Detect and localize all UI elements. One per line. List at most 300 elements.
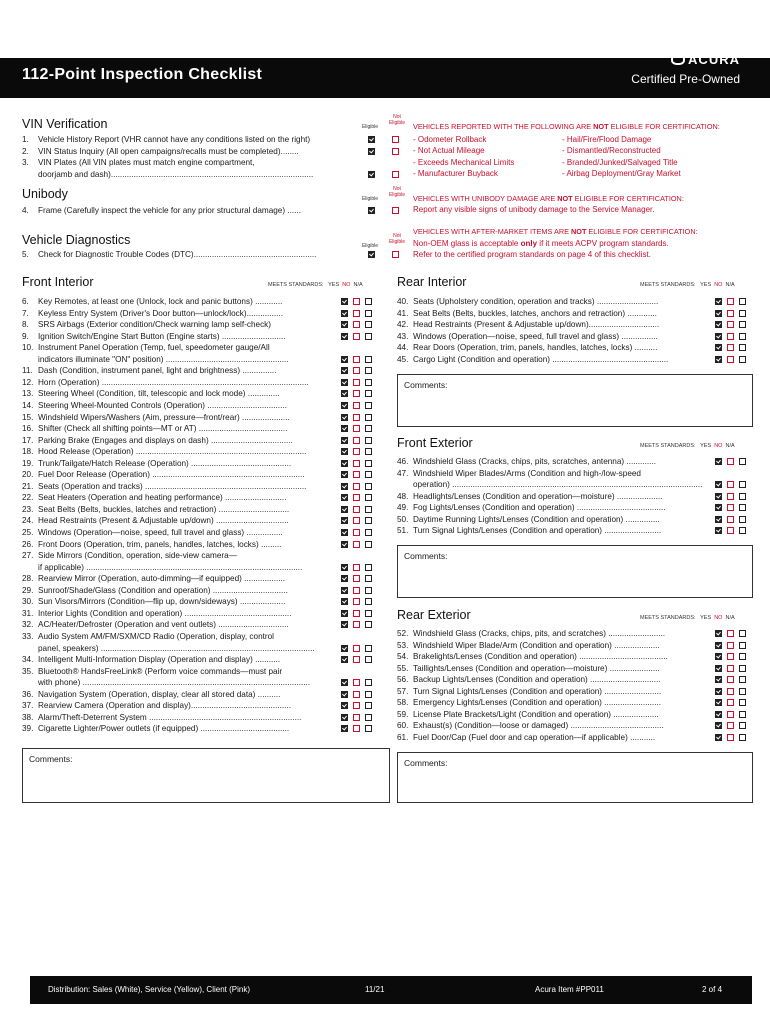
- checklist-item: [22, 354, 338, 366]
- yes-checkbox[interactable]: [341, 425, 348, 432]
- no-checkbox[interactable]: [353, 471, 360, 478]
- na-checkbox[interactable]: [365, 414, 372, 421]
- no-checkbox[interactable]: [727, 676, 734, 683]
- no-checkbox[interactable]: [353, 402, 360, 409]
- item-text: Key Remotes, at least one (Unlock, lock and panic buttons) ............: [38, 297, 283, 306]
- eligible-checkbox[interactable]: [368, 171, 375, 178]
- yes-checkbox[interactable]: [715, 356, 722, 363]
- checklist-item: [22, 249, 362, 261]
- checklist-item: [397, 456, 708, 468]
- checklist-item: [397, 514, 708, 526]
- na-checkbox[interactable]: [365, 610, 372, 617]
- no-checkbox[interactable]: [727, 356, 734, 363]
- no-checkbox[interactable]: [353, 575, 360, 582]
- checklist-item: [22, 319, 338, 331]
- checklist-item: [397, 502, 708, 514]
- no-checkbox[interactable]: [727, 722, 734, 729]
- na-checkbox[interactable]: [739, 333, 746, 340]
- na-checkbox[interactable]: [739, 688, 746, 695]
- rear-exterior-comments-box[interactable]: [397, 752, 753, 803]
- na-checkbox[interactable]: [365, 494, 372, 501]
- item-text: Emergency Lights/Lenses (Condition and operation) .........................: [413, 698, 662, 708]
- checklist-item: [22, 631, 338, 643]
- yes-checkbox[interactable]: [341, 437, 348, 444]
- na-checkbox[interactable]: [739, 665, 746, 672]
- item-number: 41.: [397, 308, 409, 318]
- no-checkbox[interactable]: [353, 367, 360, 374]
- diag-note-line1: Non-OEM glass is acceptable only if it meets ACPV program standards.: [413, 239, 669, 248]
- yes-checkbox[interactable]: [341, 310, 348, 317]
- yes-checkbox[interactable]: [341, 448, 348, 455]
- item-text: Rearview Mirror (Operation, auto-dimming—if equipped) ..................: [38, 574, 286, 584]
- item-text: Sunroof/Shade/Glass (Condition and operation) .................................: [38, 585, 288, 595]
- na-checkbox[interactable]: [365, 587, 372, 594]
- no-checkbox[interactable]: [353, 725, 360, 732]
- section-title-rear-interior: Rear Interior: [397, 275, 467, 289]
- yes-checkbox[interactable]: [715, 676, 722, 683]
- item-text: License Plate Brackets/Light (Condition and operation) ....................: [413, 709, 659, 719]
- item-text: Fuel Door/Cap (Fuel door and cap operation—if applicable) ...........: [413, 732, 656, 742]
- no-checkbox[interactable]: [353, 310, 360, 317]
- col-not-eligible: Not Eligible: [388, 114, 406, 126]
- item-text: Windshield Wiper Blade/Arm (Condition and operation) ....................: [413, 640, 660, 650]
- item-number: 59.: [397, 709, 409, 719]
- yes-checkbox[interactable]: [341, 645, 348, 652]
- checklist-item: [397, 342, 708, 354]
- no-checkbox[interactable]: [353, 610, 360, 617]
- yes-checkbox[interactable]: [341, 702, 348, 709]
- rear-interior-comments-box[interactable]: [397, 374, 753, 427]
- item-text: Windshield Glass (Cracks, chips, pits, and scratches) .........................: [413, 629, 666, 638]
- yes-checkbox[interactable]: [341, 390, 348, 397]
- item-text: Interior Lights (Condition and operation) ...............................................: [38, 608, 292, 618]
- item-text: Head Restraints (Present & Adjustable up/down) ................................: [38, 516, 289, 526]
- na-checkbox[interactable]: [365, 367, 372, 374]
- na-checkbox[interactable]: [365, 321, 372, 328]
- na-checkbox[interactable]: [739, 344, 746, 351]
- item-number: 45.: [397, 354, 409, 364]
- no-checkbox[interactable]: [353, 714, 360, 721]
- diag-note-line2: Refer to the certified program standards on page 4 of this checklist.: [413, 250, 651, 259]
- item-number: 52.: [397, 629, 409, 638]
- yes-checkbox[interactable]: [341, 679, 348, 686]
- checklist-item: [22, 365, 338, 377]
- checklist-item: [22, 712, 338, 724]
- page-footer: [30, 976, 752, 1004]
- yes-checkbox[interactable]: [341, 298, 348, 305]
- na-checkbox[interactable]: [739, 321, 746, 328]
- item-number: 54.: [397, 652, 409, 662]
- no-checkbox[interactable]: [353, 691, 360, 698]
- item-text: Alarm/Theft-Deterrent System ...................................................................: [38, 712, 302, 722]
- checklist-item: [397, 663, 708, 675]
- item-number: 12.: [22, 377, 34, 387]
- yes-checkbox[interactable]: [341, 402, 348, 409]
- brand-subtitle: Certified Pre-Owned: [631, 72, 740, 86]
- yes-checkbox[interactable]: [341, 471, 348, 478]
- section-title-front-interior: Front Interior: [22, 275, 94, 289]
- no-checkbox[interactable]: [727, 527, 734, 534]
- checklist-item: [22, 700, 338, 712]
- na-checkbox[interactable]: [365, 448, 372, 455]
- item-text: Instrument Panel Operation (Temp, fuel, speedometer gauge/All: [38, 343, 270, 353]
- yes-checkbox[interactable]: [341, 598, 348, 605]
- item-text: Frame (Carefully inspect the vehicle for any prior structural damage) ......: [38, 206, 302, 215]
- no-checkbox[interactable]: [727, 298, 734, 305]
- checklist-item: [22, 619, 338, 631]
- na-checkbox[interactable]: [739, 711, 746, 718]
- na-checkbox[interactable]: [365, 564, 372, 571]
- yes-checkbox[interactable]: [715, 688, 722, 695]
- na-checkbox[interactable]: [739, 356, 746, 363]
- item-text: Taillights/Lenses (Condition and operation—moisture) ......................: [413, 663, 660, 673]
- front-exterior-comments-box[interactable]: [397, 545, 753, 598]
- na-checkbox[interactable]: [365, 379, 372, 386]
- section-title-front-exterior: Front Exterior: [397, 436, 473, 450]
- yes-checkbox[interactable]: [341, 460, 348, 467]
- yes-checkbox[interactable]: [341, 517, 348, 524]
- no-checkbox[interactable]: [353, 645, 360, 652]
- no-checkbox[interactable]: [353, 333, 360, 340]
- no-checkbox[interactable]: [727, 458, 734, 465]
- na-checkbox[interactable]: [365, 460, 372, 467]
- item-number: 39.: [22, 724, 34, 734]
- item-text: Steering Wheel (Condition, tilt, telescopic and lock mode) ..............: [38, 389, 280, 399]
- item-text: Rearview Camera (Operation and display)............................................: [38, 701, 291, 711]
- item-number: 50.: [397, 514, 409, 524]
- na-checkbox[interactable]: [365, 437, 372, 444]
- yes-checkbox[interactable]: [341, 483, 348, 490]
- na-checkbox[interactable]: [365, 471, 372, 478]
- checklist-item: [22, 388, 338, 400]
- col-eligible-unibody: Eligible: [361, 195, 379, 202]
- no-checkbox[interactable]: [727, 688, 734, 695]
- yes-checkbox[interactable]: [715, 458, 722, 465]
- no-checkbox[interactable]: [727, 665, 734, 672]
- item-number: 4.: [22, 206, 29, 215]
- na-checkbox[interactable]: [739, 722, 746, 729]
- checklist-item: [22, 689, 338, 701]
- yes-checkbox[interactable]: [341, 379, 348, 386]
- yes-checkbox[interactable]: [341, 564, 348, 571]
- na-checkbox[interactable]: [365, 333, 372, 340]
- yes-checkbox[interactable]: [341, 414, 348, 421]
- na-checkbox[interactable]: [739, 734, 746, 741]
- eligible-checkbox[interactable]: [368, 251, 375, 258]
- no-checkbox[interactable]: [353, 506, 360, 513]
- yes-checkbox[interactable]: [341, 321, 348, 328]
- checklist-item: [22, 146, 362, 158]
- na-checkbox[interactable]: [365, 679, 372, 686]
- item-number: 60.: [397, 721, 409, 731]
- page-title: 112-Point Inspection Checklist: [22, 66, 263, 83]
- item-number: 34.: [22, 655, 34, 665]
- yes-checkbox[interactable]: [715, 481, 722, 488]
- no-checkbox[interactable]: [353, 621, 360, 628]
- item-text: Rear Doors (Operation, trim, panels, handles, latches, locks) ..........: [413, 343, 658, 353]
- yes-checkbox[interactable]: [341, 691, 348, 698]
- no-checkbox[interactable]: [353, 298, 360, 305]
- item-text: Hood Release (Operation) ...........................................................................: [38, 447, 307, 457]
- yes-checkbox[interactable]: [715, 504, 722, 511]
- item-text: Trunk/Tailgate/Hatch Release (Operation) ............................................: [38, 458, 292, 468]
- na-checkbox[interactable]: [365, 541, 372, 548]
- item-number: 40.: [397, 297, 409, 306]
- meets-standards-front-interior: MEETS STANDARDS: YES NO N/A: [268, 282, 363, 288]
- not-eligible-checkbox[interactable]: [392, 148, 399, 155]
- item-text: Fuel Door Release (Operation) ...................................................................: [38, 470, 305, 480]
- yes-checkbox[interactable]: [715, 493, 722, 500]
- checklist-item: [397, 296, 708, 308]
- yes-checkbox[interactable]: [715, 642, 722, 649]
- item-text: Front Doors (Operation, trim, panels, handles, latches, locks) .........: [38, 539, 282, 549]
- item-text: Seat Heaters (Operation and heating performance) ...........................: [38, 493, 287, 503]
- yes-checkbox[interactable]: [715, 527, 722, 534]
- item-text: Seat Belts (Belts, buckles, latches, anchors and retraction) .............: [413, 308, 657, 318]
- na-checkbox[interactable]: [365, 506, 372, 513]
- item-text: Turn Signal Lights/Lenses (Condition and operation) .........................: [413, 686, 662, 696]
- no-checkbox[interactable]: [353, 414, 360, 421]
- checklist-item: [397, 697, 708, 709]
- na-checkbox[interactable]: [365, 691, 372, 698]
- na-checkbox[interactable]: [739, 699, 746, 706]
- na-checkbox[interactable]: [739, 527, 746, 534]
- checklist-item: [397, 468, 708, 480]
- checklist-item: [397, 640, 708, 652]
- yes-checkbox[interactable]: [341, 506, 348, 513]
- yes-checkbox[interactable]: [341, 356, 348, 363]
- yes-checkbox[interactable]: [341, 587, 348, 594]
- comments-label: Comments:: [404, 758, 448, 768]
- item-text: Steering Wheel-Mounted Controls (Operation) ...................................: [38, 400, 287, 410]
- comments-label: Comments:: [404, 551, 448, 561]
- note-item: - Hail/Fire/Flood Damage: [562, 135, 652, 144]
- checklist-item: [397, 354, 708, 366]
- yes-checkbox[interactable]: [715, 711, 722, 718]
- item-number: 24.: [22, 516, 34, 526]
- item-number: 21.: [22, 481, 34, 491]
- no-checkbox[interactable]: [727, 711, 734, 718]
- yes-checkbox[interactable]: [715, 734, 722, 741]
- no-checkbox[interactable]: [353, 702, 360, 709]
- checklist-item: [22, 446, 338, 458]
- no-checkbox[interactable]: [727, 333, 734, 340]
- na-checkbox[interactable]: [739, 298, 746, 305]
- no-checkbox[interactable]: [727, 699, 734, 706]
- na-checkbox[interactable]: [739, 630, 746, 637]
- no-checkbox[interactable]: [353, 598, 360, 605]
- item-text: Head Restraints (Present & Adjustable up/down)...............................: [413, 320, 660, 330]
- na-checkbox[interactable]: [739, 642, 746, 649]
- not-eligible-checkbox[interactable]: [392, 171, 399, 178]
- na-checkbox[interactable]: [365, 310, 372, 317]
- yes-checkbox[interactable]: [715, 310, 722, 317]
- checklist-item: [22, 157, 362, 169]
- na-checkbox[interactable]: [365, 714, 372, 721]
- note-item: - Exceeds Mechanical Limits: [413, 157, 515, 167]
- yes-checkbox[interactable]: [715, 653, 722, 660]
- item-number: 22.: [22, 493, 34, 503]
- na-checkbox[interactable]: [739, 310, 746, 317]
- checklist-item: [397, 651, 708, 663]
- yes-checkbox[interactable]: [341, 714, 348, 721]
- eligible-checkbox[interactable]: [368, 136, 375, 143]
- no-checkbox[interactable]: [727, 642, 734, 649]
- checklist-item: [22, 481, 338, 493]
- yes-checkbox[interactable]: [715, 333, 722, 340]
- na-checkbox[interactable]: [739, 458, 746, 465]
- na-checkbox[interactable]: [365, 298, 372, 305]
- no-checkbox[interactable]: [727, 493, 734, 500]
- na-checkbox[interactable]: [365, 725, 372, 732]
- no-checkbox[interactable]: [353, 529, 360, 536]
- checklist-item: [22, 539, 338, 551]
- na-checkbox[interactable]: [739, 481, 746, 488]
- note-item: - Manufacturer Buyback: [413, 168, 498, 178]
- yes-checkbox[interactable]: [341, 529, 348, 536]
- no-checkbox[interactable]: [353, 494, 360, 501]
- item-text: VIN Plates (All VIN plates must match engine compartment,: [38, 158, 255, 167]
- na-checkbox[interactable]: [365, 356, 372, 363]
- note-item: - Dismantled/Reconstructed: [562, 146, 661, 156]
- yes-checkbox[interactable]: [715, 516, 722, 523]
- checklist-item: [397, 628, 708, 640]
- note-item: - Odometer Rollback: [413, 135, 487, 144]
- front-interior-comments-box[interactable]: [22, 748, 390, 803]
- eligible-checkbox[interactable]: [368, 207, 375, 214]
- no-checkbox[interactable]: [727, 481, 734, 488]
- no-checkbox[interactable]: [353, 564, 360, 571]
- item-number: 46.: [397, 457, 409, 466]
- item-number: 28.: [22, 574, 34, 584]
- not-eligible-checkbox[interactable]: [392, 207, 399, 214]
- section-title-diagnostics: Vehicle Diagnostics: [22, 233, 131, 247]
- item-text: Intelligent Multi-Information Display (Operation and display) ...........: [38, 655, 281, 665]
- no-checkbox[interactable]: [727, 321, 734, 328]
- yes-checkbox[interactable]: [715, 665, 722, 672]
- item-number: 32.: [22, 620, 34, 630]
- yes-checkbox[interactable]: [715, 630, 722, 637]
- no-checkbox[interactable]: [353, 356, 360, 363]
- no-checkbox[interactable]: [353, 656, 360, 663]
- na-checkbox[interactable]: [739, 516, 746, 523]
- item-number: 7.: [22, 308, 29, 318]
- no-checkbox[interactable]: [353, 425, 360, 432]
- na-checkbox[interactable]: [365, 517, 372, 524]
- no-checkbox[interactable]: [353, 390, 360, 397]
- item-text: Windshield Wiper Blades/Arms (Condition and high-/low-speed: [413, 468, 641, 478]
- checklist-item: [397, 732, 708, 744]
- na-checkbox[interactable]: [739, 504, 746, 511]
- checklist-item: [22, 666, 338, 678]
- no-checkbox[interactable]: [727, 630, 734, 637]
- yes-checkbox[interactable]: [341, 656, 348, 663]
- item-text: Navigation System (Operation, display, clear all stored data) ..........: [38, 689, 281, 699]
- yes-checkbox[interactable]: [341, 494, 348, 501]
- na-checkbox[interactable]: [365, 483, 372, 490]
- item-number: 9.: [22, 331, 29, 341]
- na-checkbox[interactable]: [365, 425, 372, 432]
- na-checkbox[interactable]: [365, 702, 372, 709]
- checklist-item: [22, 515, 338, 527]
- no-checkbox[interactable]: [727, 504, 734, 511]
- checklist-item: [22, 643, 338, 655]
- no-checkbox[interactable]: [353, 437, 360, 444]
- na-checkbox[interactable]: [365, 402, 372, 409]
- no-checkbox[interactable]: [727, 734, 734, 741]
- checklist-item: [397, 709, 708, 721]
- section-title-unibody: Unibody: [22, 187, 68, 201]
- no-checkbox[interactable]: [353, 379, 360, 386]
- yes-checkbox[interactable]: [715, 298, 722, 305]
- item-text: doorjamb and dash).........................................................................................: [38, 169, 314, 179]
- na-checkbox[interactable]: [739, 493, 746, 500]
- no-checkbox[interactable]: [353, 448, 360, 455]
- no-checkbox[interactable]: [353, 679, 360, 686]
- yes-checkbox[interactable]: [715, 699, 722, 706]
- item-number: 20.: [22, 470, 34, 480]
- na-checkbox[interactable]: [365, 621, 372, 628]
- yes-checkbox[interactable]: [715, 722, 722, 729]
- item-number: 30.: [22, 597, 34, 607]
- yes-checkbox[interactable]: [341, 575, 348, 582]
- na-checkbox[interactable]: [739, 676, 746, 683]
- no-checkbox[interactable]: [353, 541, 360, 548]
- yes-checkbox[interactable]: [715, 321, 722, 328]
- yes-checkbox[interactable]: [341, 333, 348, 340]
- no-checkbox[interactable]: [353, 321, 360, 328]
- checklist-item: [22, 492, 338, 504]
- checklist-item: [22, 585, 338, 597]
- no-checkbox[interactable]: [727, 310, 734, 317]
- col-not-eligible-unibody: Not Eligible: [388, 186, 406, 198]
- yes-checkbox[interactable]: [341, 541, 348, 548]
- yes-checkbox[interactable]: [341, 367, 348, 374]
- item-text: Seats (Upholstery condition, operation and tracks) ...........................: [413, 297, 659, 306]
- yes-checkbox[interactable]: [715, 344, 722, 351]
- not-eligible-checkbox[interactable]: [392, 251, 399, 258]
- no-checkbox[interactable]: [727, 344, 734, 351]
- checklist-item: [22, 169, 362, 181]
- item-number: 42.: [397, 320, 409, 330]
- vin-note-title: VEHICLES REPORTED WITH THE FOLLOWING ARE NOT ELIGIBLE FOR CERTIFICATION:: [413, 122, 720, 131]
- no-checkbox[interactable]: [353, 587, 360, 594]
- no-checkbox[interactable]: [727, 516, 734, 523]
- item-text: Seat Belts (Belts, buckles, latches and retraction) ...............................: [38, 504, 290, 514]
- item-number: 19.: [22, 458, 34, 468]
- na-checkbox[interactable]: [365, 656, 372, 663]
- na-checkbox[interactable]: [365, 390, 372, 397]
- no-checkbox[interactable]: [353, 483, 360, 490]
- no-checkbox[interactable]: [727, 653, 734, 660]
- na-checkbox[interactable]: [365, 645, 372, 652]
- na-checkbox[interactable]: [365, 598, 372, 605]
- eligible-checkbox[interactable]: [368, 148, 375, 155]
- checklist-item: [22, 412, 338, 424]
- item-number: 29.: [22, 585, 34, 595]
- no-checkbox[interactable]: [353, 517, 360, 524]
- not-eligible-checkbox[interactable]: [392, 136, 399, 143]
- na-checkbox[interactable]: [365, 529, 372, 536]
- yes-checkbox[interactable]: [341, 621, 348, 628]
- item-number: 31.: [22, 608, 34, 618]
- item-number: 15.: [22, 412, 34, 422]
- yes-checkbox[interactable]: [341, 610, 348, 617]
- yes-checkbox[interactable]: [341, 725, 348, 732]
- na-checkbox[interactable]: [739, 653, 746, 660]
- no-checkbox[interactable]: [353, 460, 360, 467]
- na-checkbox[interactable]: [365, 575, 372, 582]
